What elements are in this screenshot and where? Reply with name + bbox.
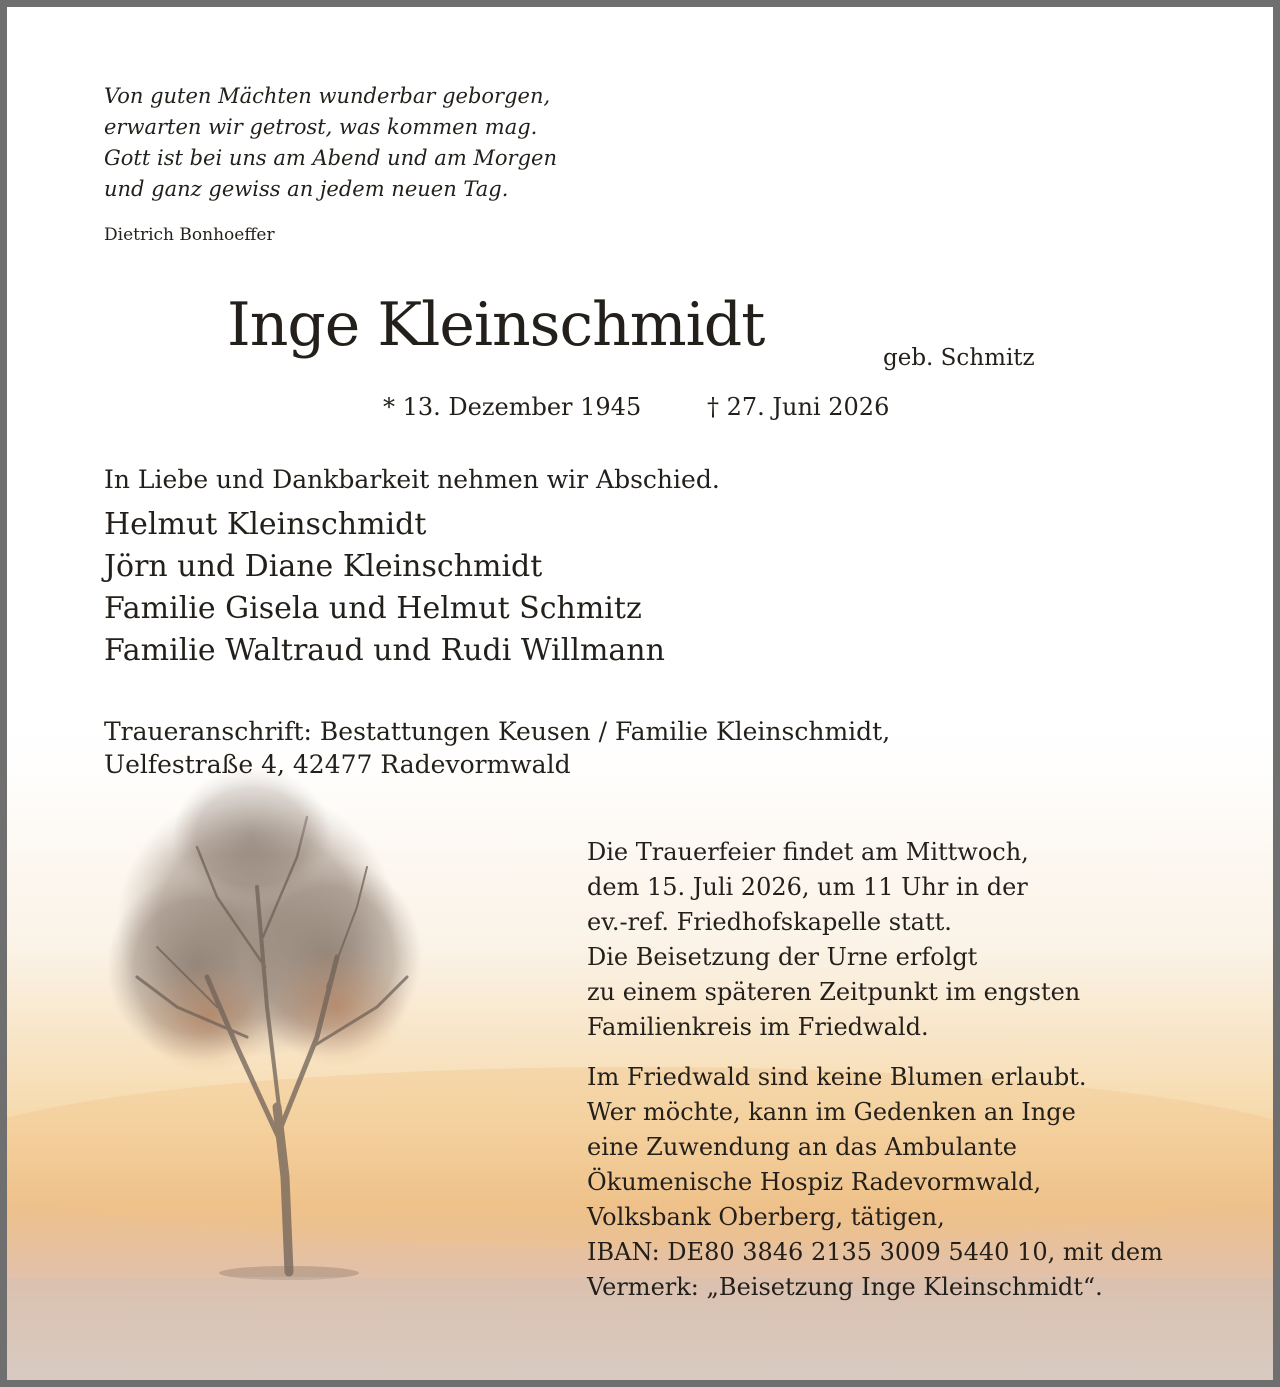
deceased-name: Inge Kleinschmidt <box>227 290 765 360</box>
death-date: † 27. Juni 2026 <box>707 393 890 421</box>
address-line: Uelfestraße 4, 42477 Radevormwald <box>104 750 571 779</box>
ceremony-line: Die Trauerfeier findet am Mittwoch, <box>587 838 1029 866</box>
mourner-name: Familie Waltraud und Rudi Willmann <box>104 633 665 668</box>
donation-line: Im Friedwald sind keine Blumen erlaubt. <box>587 1063 1087 1091</box>
ceremony-details <box>587 835 1163 1305</box>
ceremony-line: Familienkreis im Friedwald. <box>587 1013 929 1041</box>
ceremony-line: zu einem späteren Zeitpunkt im engsten <box>587 978 1081 1006</box>
mourning-address <box>104 715 890 781</box>
ceremony-line: ev.-ref. Friedhofskapelle statt. <box>587 908 952 936</box>
poem-author: Dietrich Bonhoeffer <box>104 225 275 245</box>
ceremony-line: dem 15. Juli 2026, um 11 Uhr in der <box>587 873 1028 901</box>
birth-date: * 13. Dezember 1945 <box>383 393 642 421</box>
donation-line: IBAN: DE80 3846 2135 3009 5440 10, mit dem <box>587 1238 1163 1266</box>
poem-line: und ganz gewiss an jedem neuen Tag. <box>104 177 509 201</box>
obituary-card <box>7 7 1273 1380</box>
donation-line: Vermerk: „Beisetzung Inge Kleinschmidt“. <box>587 1273 1103 1301</box>
maiden-name: geb. Schmitz <box>883 345 1035 371</box>
poem-line: erwarten wir getrost, was kommen mag. <box>104 115 538 139</box>
donation-line: Ökumenische Hospiz Radevormwald, <box>587 1168 1042 1196</box>
donation-line: eine Zuwendung an das Ambulante <box>587 1133 1017 1161</box>
poem-line: Gott ist bei uns am Abend und am Morgen <box>104 146 557 170</box>
farewell-text: In Liebe und Dankbarkeit nehmen wir Abschied. <box>104 465 720 494</box>
paragraph-gap <box>587 1045 1163 1060</box>
poem-line: Von guten Mächten wunderbar geborgen, <box>104 84 551 108</box>
mourner-name: Helmut Kleinschmidt <box>104 507 427 542</box>
address-line: Traueranschrift: Bestattungen Keusen / Familie Kleinschmidt, <box>104 717 891 746</box>
mourner-name: Jörn und Diane Kleinschmidt <box>104 549 543 584</box>
donation-line: Volksbank Oberberg, tätigen, <box>587 1203 945 1231</box>
mourners-list <box>104 504 665 672</box>
mourner-name: Familie Gisela und Helmut Schmitz <box>104 591 642 626</box>
poem <box>104 81 557 205</box>
ceremony-line: Die Beisetzung der Urne erfolgt <box>587 943 978 971</box>
donation-line: Wer möchte, kann im Gedenken an Inge <box>587 1098 1076 1126</box>
